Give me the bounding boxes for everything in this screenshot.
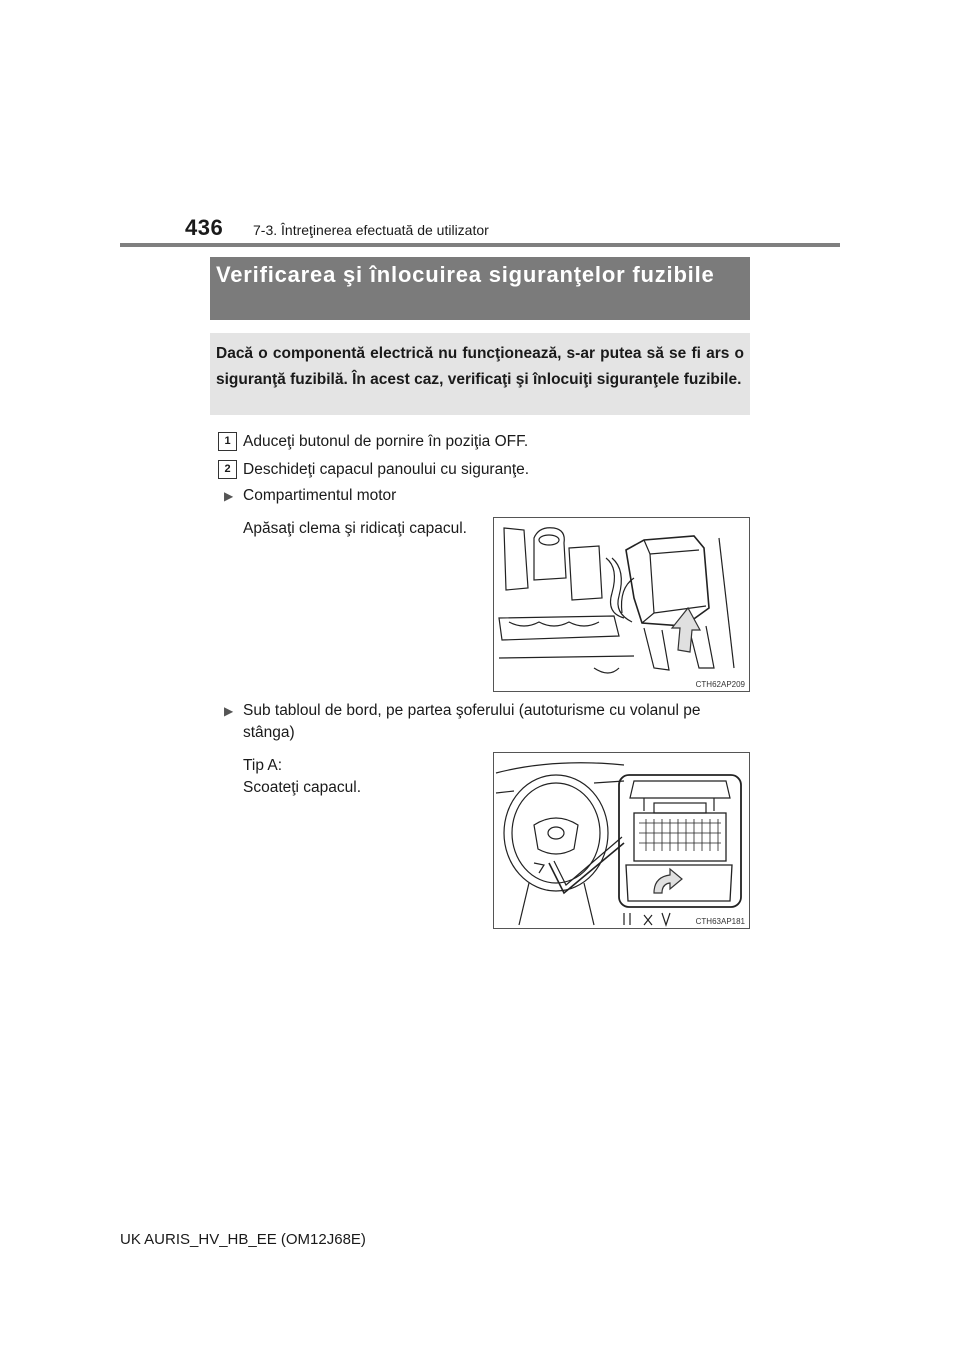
section-instruction-dashboard: Scoateţi capacul. bbox=[243, 779, 362, 796]
remove-arrow-icon bbox=[654, 869, 682, 893]
figure-engine-fuse-box bbox=[493, 517, 750, 692]
step-text-2: Deschideţi capacul panoului cu siguranţe. bbox=[243, 461, 530, 478]
section-heading-engine: Compartimentul motor bbox=[243, 487, 397, 504]
step-text-1: Aduceţi butonul de pornire în poziţia OFF. bbox=[243, 433, 529, 450]
engine-fuse-box-illustration bbox=[494, 518, 749, 691]
section-heading-dashboard-line1: Sub tabloul de bord, pe partea şoferului (autoturisme cu volanul pe bbox=[243, 702, 701, 719]
step-number-2: 2 bbox=[218, 460, 237, 479]
triangle-right-icon: ▶ bbox=[224, 489, 234, 503]
section-instruction-engine: Apăsaţi clema şi ridicaţi capacul. bbox=[243, 520, 467, 537]
figure-code: CTH63AP181 bbox=[695, 917, 745, 926]
lift-arrow-icon bbox=[672, 608, 700, 652]
triangle-right-icon: ▶ bbox=[224, 704, 234, 718]
section-heading-dashboard-line2: stânga) bbox=[243, 724, 295, 741]
footer-doc-code: UK AURIS_HV_HB_EE (OM12J68E) bbox=[120, 1231, 366, 1248]
page-title: Verificarea şi înlocuirea siguranţelor fuzibile bbox=[210, 257, 750, 320]
page-number: 436 bbox=[185, 215, 224, 240]
step-number-1: 1 bbox=[218, 432, 237, 451]
figure-dashboard-fuse-panel bbox=[493, 752, 750, 929]
header-rule bbox=[120, 243, 840, 247]
figure-code: CTH62AP209 bbox=[695, 680, 745, 689]
section-header: 7-3. Întreţinerea efectuată de utilizator bbox=[253, 222, 489, 238]
intro-note: Dacă o componentă electrică nu funcţionează, s-ar putea să se fi ars o siguranţă fuzibilă. În acest caz, verificaţi şi înlocuiţi siguranţele fuzibile. bbox=[210, 333, 750, 415]
type-label: Tip A: bbox=[243, 757, 283, 774]
dashboard-fuse-panel-illustration bbox=[494, 753, 749, 928]
